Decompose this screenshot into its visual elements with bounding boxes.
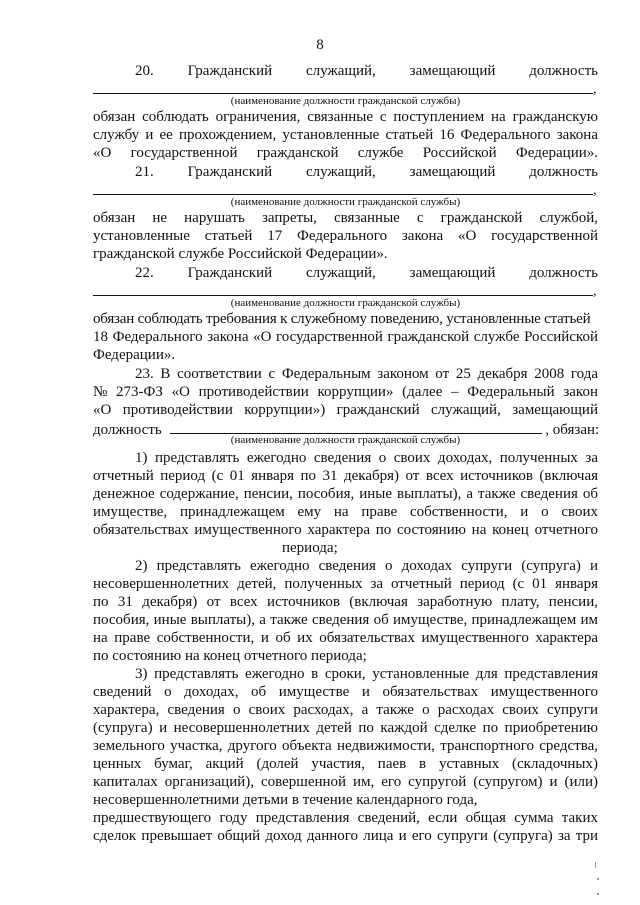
sub2-line-6: по состоянию на конец отчетного периода; [93, 648, 367, 664]
field-caption: (наименование должности гражданской службы) [230, 196, 461, 208]
sub3-line-4: (супруга) и несовершеннолетних детей по каждой сделке по приобретению [93, 720, 598, 736]
item-23-line-3: «О противодействии коррупции») гражданский служащий, замещающий [93, 402, 598, 418]
blank-line-comma: , [593, 183, 597, 198]
sub3-line-5: земельного участка, другого объекта недвижимости, транспортного средства, [93, 738, 598, 754]
item-21-line-3: гражданской службе Российской Федерации». [93, 246, 388, 262]
item-22-line-2: 18 Федерального закона «О государственной гражданской службе Российской [93, 329, 598, 345]
item-22-heading [93, 264, 598, 282]
heading-word: замещающий [409, 265, 496, 281]
blank-line-comma: , [593, 82, 597, 97]
position-blank-line [93, 294, 593, 296]
sub2-line-4: пособия, иные выплаты), а также сведения об имуществе, принадлежащем им [93, 612, 598, 628]
heading-word: служащий, [305, 265, 376, 281]
heading-word: должность [529, 265, 598, 281]
item-22-line-3: Федерации». [93, 347, 176, 363]
scan-mark [597, 893, 599, 895]
position-label: должность [93, 422, 162, 438]
heading-word: служащий, [305, 63, 376, 79]
sub3-line-8: несовершеннолетними детьми в течение календарного года, [93, 792, 478, 808]
page-number: 8 [316, 37, 324, 53]
sub2-line-3: по 31 декабря) от всех источников (включая заработную плату, пенсии, [93, 594, 598, 610]
item-20-line-3: «О государственной гражданской службе Российской Федерации». [93, 145, 598, 161]
field-caption: (наименование должности гражданской службы) [230, 95, 461, 107]
sub1-line-2: отчетный период (с 01 января по 31 декабря) от всех источников (включая [93, 468, 598, 484]
sub2-line-1: 2) представлять ежегодно сведения о доходах супруги (супруга) и [135, 558, 598, 574]
item-21-heading [93, 163, 598, 181]
sub3-line-1: 3) представлять ежегодно в сроки, установленные для представления [135, 666, 598, 682]
sub1-line-5: обязательствах имущественного характера по состоянию на конец отчетного [93, 522, 598, 538]
heading-word: должность [529, 63, 598, 79]
item-number: 22. [135, 265, 154, 281]
sub2-line-2: несовершеннолетних детей, полученных за отчетный период (с 01 января [93, 576, 598, 592]
field-caption: (наименование должности гражданской службы) [230, 434, 461, 446]
item-22-line-1: обязан соблюдать требования к служебному поведению, установленные статьей [93, 311, 591, 327]
item-21-line-2: установленные статьей 17 Федерального закона «О государственной [93, 228, 598, 244]
position-blank-line [93, 193, 593, 195]
sub3-line-7: капиталах организаций), совершенной им, его супругой (супругом) и (или) [93, 774, 598, 790]
item-23-line-2: № 273-ФЗ «О противодействии коррупции» (далее – Федеральный закон [93, 384, 598, 400]
heading-word: Гражданский [187, 164, 273, 180]
scan-mark [597, 878, 599, 880]
sub3-line-2: сведений о доходах, об имуществе и обязательствах имущественного [93, 684, 598, 700]
item-20-line-2: службу и ее прохождением, установленные статьей 16 Федерального закона [93, 127, 598, 143]
sub1-line-4: имуществе, принадлежащем ему на праве собственности, и о своих [93, 504, 598, 520]
sub1-line-3: денежное содержание, пенсии, пособия, иные выплаты), а также сведения об [93, 486, 598, 502]
sub3-line-6: ценных бумаг, акций (долей участия, паев в уставных (складочных) [93, 756, 598, 772]
item-20-heading [93, 62, 598, 80]
field-caption: (наименование должности гражданской службы) [230, 297, 461, 309]
sub1-line-6: периода; [282, 540, 338, 556]
sub1-line-1: 1) представлять ежегодно сведения о своих доходах, полученных за [135, 450, 598, 466]
heading-word: служащий, [305, 164, 376, 180]
sub3-line-9: предшествующего году представления сведений, если общая сумма таких [93, 810, 598, 826]
blank-line-comma: , [593, 284, 597, 299]
scan-mark [595, 862, 596, 868]
item-23-line-1: 23. В соответствии с Федеральным законом от 25 декабря 2008 года [135, 366, 598, 382]
item-21-line-1: обязан не нарушать запреты, связанные с гражданской службой, [93, 210, 598, 226]
position-blank-line [93, 92, 593, 94]
item-number: 21. [135, 164, 154, 180]
heading-word: Гражданский [187, 265, 273, 281]
item-number: 20. [135, 63, 154, 79]
sub3-line-10: сделок превышает общий доход данного лица и его супруги (супруга) за три [93, 828, 598, 844]
heading-word: замещающий [409, 164, 496, 180]
sub2-line-5: на праве собственности, и об их обязательствах имущественного характера [93, 630, 598, 646]
position-blank-line [170, 419, 542, 434]
heading-word: Гражданский [187, 63, 273, 79]
item-20-line-1: обязан соблюдать ограничения, связанные с поступлением на гражданскую [93, 109, 598, 125]
heading-word: должность [529, 164, 598, 180]
position-end: , обязан: [545, 422, 600, 438]
heading-word: замещающий [409, 63, 496, 79]
sub3-line-3: характера, сведения о своих расходах, а также о расходах своих супруги [93, 702, 598, 718]
